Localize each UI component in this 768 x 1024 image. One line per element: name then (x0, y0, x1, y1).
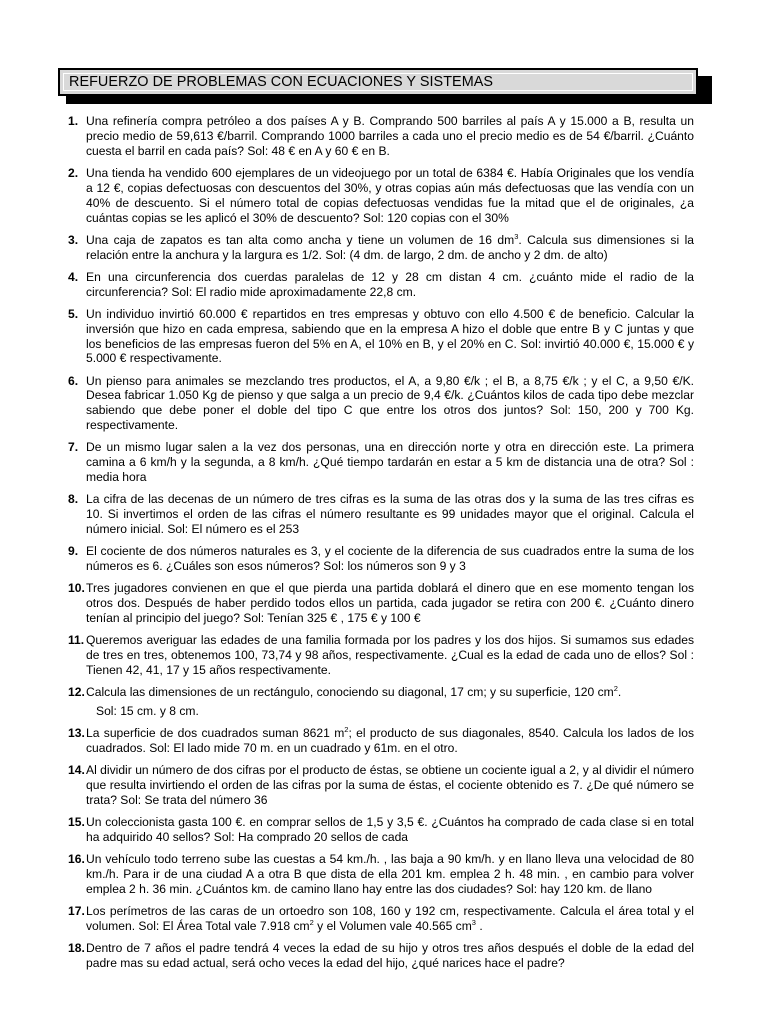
problem-solution-line: Sol: 15 cm. y 8 cm. (96, 704, 199, 719)
problem-item (66, 307, 694, 367)
problem-text (86, 374, 694, 433)
problem-text-segment: Al dividir un número de dos cifras por el producto de éstas, se obtiene un cociente igual a 2, y al dividir el número que resulta invirtiendo el orden de las cifras por la suma de éstas, el cociente obtenido es 7. ¿De qué número se trata? Sol: Se trata del número 36 (86, 762, 694, 807)
problem-text-segment: Dentro de 7 años el padre tendrá 4 veces la edad de su hijo y otros tres años después el doble de la edad del padre mas su edad actual, será ocho veces la edad del hijo, ¿qué narices hace el padre? (86, 940, 694, 970)
problem-text-segment: Una refinería compra petróleo a dos países A y B. Comprando 500 barriles al país A y 15.000 a B, resulta un precio medio de 59,613 €/barril. Comprando 1000 barriles a cada uno el precio medio es de 54 €/barril. ¿Cuánto cuesta el barril en cada país? Sol: 48 € en A y 60 € en B. (86, 114, 694, 158)
problem-item (66, 763, 694, 808)
problem-text (86, 941, 694, 970)
problem-text-segment: . Calcula sus dimensiones si la relación entre la anchura y la largura es 1/2. Sol: (4 dm. de largo, 2 dm. de ancho y 2 dm. de alto) (86, 232, 695, 262)
problem-text-segment: La cifra de las decenas de un número de tres cifras es la suma de las otras dos y la suma de las tres cifras es 10. Si invertimos el orden de las cifras el número resultante es 99 unidades mayor que el original. Calcula el número inicial. Sol: El número es el 253 (86, 492, 694, 537)
problem-text-segment: El cociente de dos números naturales es 3, y el cociente de la diferencia de sus cuadrados entre la suma de los números es 6. ¿Cuáles son esos números? Sol: los números son 9 y 3 (86, 544, 694, 574)
problem-text (86, 581, 694, 625)
problem-text-segment: Un pienso para animales se mezclando tres productos, el A, a 9,80 €/k ; el B, a 8,75 €/k ; y el C, a 9,50 €/K. Desea fabricar 1.050 Kg de pienso y que salga a un precio de 9,4 €/k. ¿Cuántos kilos de cada tipo debe mezclar sabiendo que debe poner el doble del tipo C que entre los otros dos juntos? Sol: 150, 200 y 700 Kg. respectivamente. (86, 373, 694, 433)
superscript-exponent: 3 (514, 231, 519, 241)
problem-text-segment: Calcula las dimensiones de un rectángulo, conociendo su diagonal, 17 cm; y su superficie, 120 cm (86, 684, 614, 699)
problem-item (66, 852, 694, 897)
problem-number: 3. (68, 232, 79, 247)
problem-item (66, 544, 694, 574)
problem-item (66, 726, 694, 756)
problem-item (66, 685, 694, 700)
problem-number: 16. (68, 851, 85, 866)
problem-text-segment: Un vehículo todo terreno sube las cuestas a 54 km./h. , las baja a 90 km/h. y en llano lleva una velocidad de 80 km./h. Para ir de una ciudad A a otra B que dista de ella 201 km. emplea 2 h. 48 min. , en cambio para volver emplea 2 h. 36 min. ¿Cuántos km. de camino llano hay entre las dos ciudades? Sol: hay 120 km. de llano (86, 851, 694, 896)
problem-text-segment: ; el producto de sus diagonales, 8540. Calcula los lados de los cuadrados. Sol: El lado mide 70 m. en un cuadrado y 61m. en el otro. (86, 725, 695, 755)
problem-item (66, 815, 694, 845)
problem-text (86, 233, 694, 262)
problem-text-segment: Un coleccionista gasta 100 €. en comprar sellos de 1,5 y 3,5 €. ¿Cuántos ha comprado de cada clase si en total ha adquirido 40 sellos? Sol: Ha comprado 20 sellos de cada (86, 814, 694, 844)
problem-text-segment: Queremos averiguar las edades de una familia formada por los padres y los dos hijos. Si sumamos sus edades de tres en tres, obtenemos 100, 73,74 y 98 años, respectivamente. ¿Cual es la edad de cada uno de ellos? Sol : Tienen 42, 41, 17 y 15 años respectivamente. (86, 633, 694, 677)
problem-text (86, 685, 621, 699)
problem-text-segment: En una circunferencia dos cuerdas paralelas de 12 y 28 cm distan 4 cm. ¿cuánto mide el radio de la circunferencia? Sol: El radio mide aproximadamente 22,8 cm. (86, 269, 694, 299)
problem-text-segment: Una caja de zapatos es tan alta como ancha y tiene un volumen de 16 dm (86, 232, 515, 247)
problem-item (66, 941, 694, 971)
problem-text (86, 544, 694, 573)
superscript-exponent: 2 (613, 683, 618, 693)
problem-text (86, 166, 694, 225)
problem-number: 7. (68, 440, 79, 455)
problem-text (86, 492, 694, 536)
problem-text (86, 726, 694, 755)
problem-text-segment: De un mismo lugar salen a la vez dos personas, una en dirección norte y otra en dirección este. La primera camina a 6 km/h y la segunda, a 8 km/h. ¿Qué tiempo tardarán en estar a 5 km de distancia una de otra? Sol : media hora (86, 440, 694, 485)
problem-text-segment: . (617, 684, 622, 699)
superscript-exponent: 2 (309, 917, 314, 927)
problem-number: 4. (68, 269, 79, 284)
problem-number: 12. (68, 684, 85, 699)
problem-number: 18. (68, 940, 85, 955)
title-box (58, 68, 698, 96)
problem-number: 1. (68, 114, 79, 128)
problem-number: 10. (68, 581, 85, 596)
problem-text (86, 815, 694, 844)
problem-number: 14. (68, 762, 85, 777)
problem-text (86, 270, 694, 299)
problem-number: 15. (68, 814, 85, 829)
problem-item (66, 166, 694, 226)
problem-text (86, 440, 694, 484)
problem-number: 2. (68, 165, 79, 180)
problem-text-segment: Una tienda ha vendido 600 ejemplares de un videojuego por un total de 6384 €. Había Originales que los vendía a 12 €, copias defectuosas con descuentos del 30%, y otras copias aún más defectuosas que las vendía con un 40% de descuento. Si el número total de copias defectuosas vendidas fue la mitad que el de originales, ¿a cuántas copias se les aplicó el 30% de descuento? Sol: 120 copias con el 30% (86, 165, 694, 225)
problem-list (66, 114, 694, 978)
problem-text (86, 307, 694, 366)
problem-item (66, 492, 694, 537)
problem-item (66, 114, 694, 159)
problem-text-segment: Un individuo invirtió 60.000 € repartidos en tres empresas y obtuvo con ello 4.500 € de beneficio. Calcular la inversión que hizo en cada empresa, sabiendo que en la empresa A hizo el doble que entre B y C juntas y que los beneficios de las empresas fueron del 5% en A, el 10% en B, y el 20% en C. Sol: invirtió 40.000 €, 15.000 € y 5.000 € respectivamente. (86, 306, 694, 366)
problem-text (86, 904, 694, 933)
problem-text-segment: La superficie de dos cuadrados suman 8621 m (86, 725, 345, 740)
problem-item (66, 440, 694, 485)
problem-text-segment: Tres jugadores convienen en que el que pierda una partida doblará el dinero que en ese momento tengan los otros dos. Después de haber perdido todos ellos un partida, cada jugador se retira con 200 €. ¿Cuánto dinero tenían al principio del juego? Sol: Tenían 325 € , 175 € y 100 € (86, 581, 694, 625)
problem-text-segment: y el Volumen vale 40.565 cm (313, 918, 472, 933)
problem-text-segment: Los perímetros de las caras de un ortoedro son 108, 160 y 192 cm, respectivamente. Calcula el área total y el volumen. Sol: El Área Total vale 7.918 cm (86, 903, 694, 933)
problem-number: 5. (68, 306, 79, 321)
superscript-exponent: 3 (471, 917, 476, 927)
problem-number: 11. (68, 633, 85, 648)
problem-number: 17. (68, 903, 85, 918)
problem-item (66, 904, 694, 934)
problem-item (66, 581, 694, 626)
problem-number: 13. (68, 725, 85, 740)
problem-text (86, 114, 694, 158)
problem-text-segment: . (475, 918, 483, 933)
problem-text (86, 633, 694, 677)
problem-number: 6. (68, 373, 79, 388)
problem-item (66, 374, 694, 434)
problem-item (66, 270, 694, 300)
problem-item (66, 233, 694, 263)
problem-number: 8. (68, 492, 79, 507)
problem-number: 9. (68, 544, 79, 559)
problem-text (86, 852, 694, 896)
superscript-exponent: 2 (344, 724, 349, 734)
problem-text (86, 763, 694, 807)
problem-item (66, 633, 694, 678)
document-title: REFUERZO DE PROBLEMAS CON ECUACIONES Y SISTEMAS (69, 74, 494, 90)
